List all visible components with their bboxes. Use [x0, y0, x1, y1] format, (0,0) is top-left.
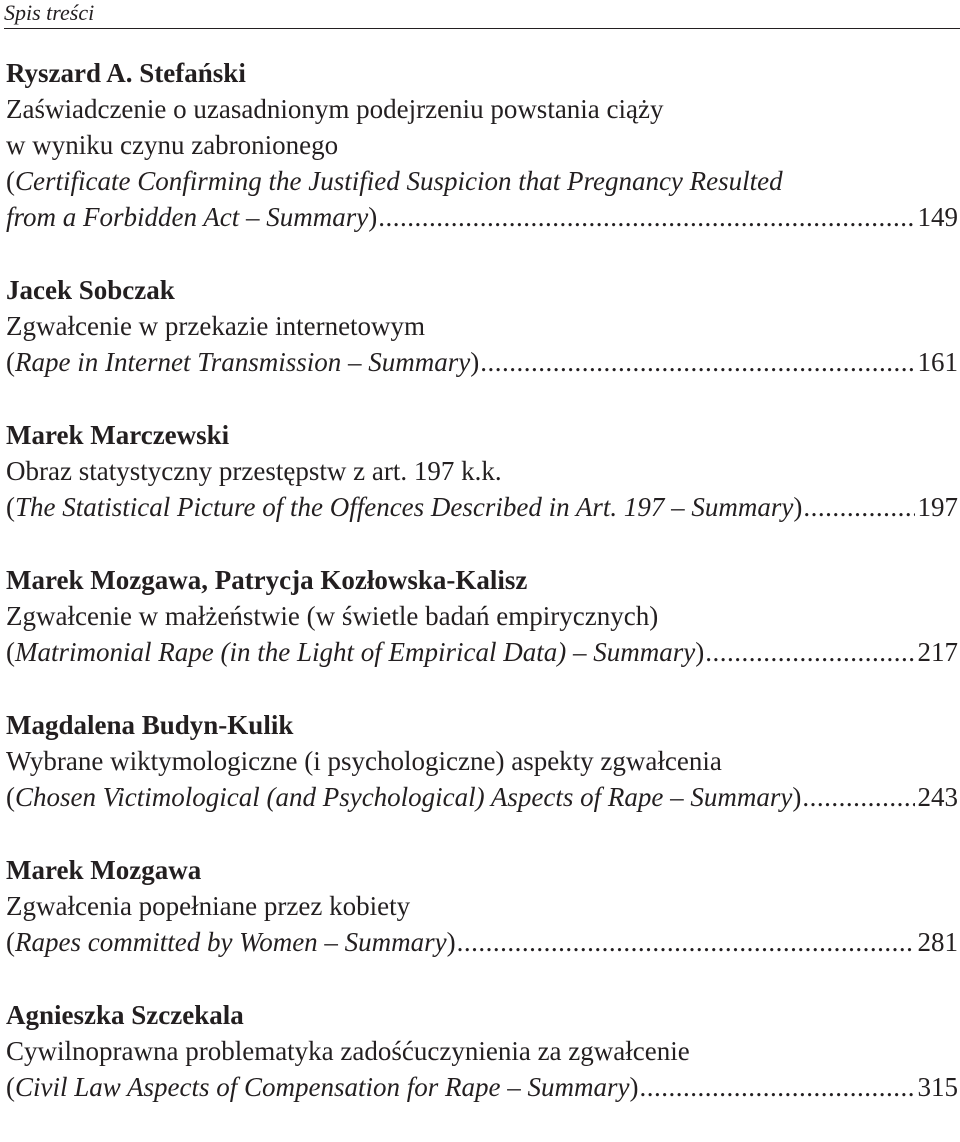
entry-author: Ryszard A. Stefański: [6, 58, 246, 88]
header-rule: [4, 28, 960, 29]
entry-title-en-text: (Rape in Internet Transmission – Summary): [6, 347, 480, 377]
dot-leader: [640, 1069, 915, 1105]
entry-title-en-line: (Certificate Confirming the Justified Suspicion that Pregnancy Resulted: [6, 166, 783, 196]
page-number: 149: [917, 202, 958, 232]
page-number: 315: [917, 1072, 958, 1102]
entry-author: Agnieszka Szczekala: [6, 1000, 244, 1030]
entry-title-en: Rapes committed by Women – Summary: [15, 927, 447, 957]
toc-entry: [6, 852, 958, 960]
entry-title-en: Certificate Confirming the Justified Suspicion that Pregnancy Resulted: [15, 166, 783, 196]
dot-leader: [480, 344, 914, 380]
entry-title-en: from a Forbidden Act – Summary: [6, 202, 369, 232]
entry-title-en: Matrimonial Rape (in the Light of Empirical Data) – Summary: [15, 637, 696, 667]
entry-title-pl: Zgwałcenie w małżeństwie (w świetle badań empirycznych): [6, 601, 659, 631]
dot-leader: [378, 199, 914, 235]
entry-title-en-line: [6, 199, 958, 235]
page-number: 217: [917, 637, 958, 667]
entry-title-pl: Obraz statystyczny przestępstw z art. 197 k.k.: [6, 456, 502, 486]
toc-entry: [6, 997, 958, 1105]
entry-title-pl: Zgwałcenia popełniane przez kobiety: [6, 891, 411, 921]
page-number: 161: [917, 347, 958, 377]
entry-title-en-text: (Rapes committed by Women – Summary): [6, 927, 456, 957]
entry-title-en-text: from a Forbidden Act – Summary): [6, 202, 378, 232]
toc-entry: [6, 55, 958, 235]
dot-leader: [705, 634, 914, 670]
entry-title-en-text: (Matrimonial Rape (in the Light of Empirical Data) – Summary): [6, 637, 705, 667]
running-head: Spis treści: [4, 0, 95, 25]
entry-title-pl: Wybrane wiktymologiczne (i psychologiczne) aspekty zgwałcenia: [6, 746, 722, 776]
entry-title-en-line: [6, 344, 958, 380]
entry-title-en-text: (Chosen Victimological (and Psychological) Aspects of Rape – Summary): [6, 782, 802, 812]
entry-author: Magdalena Budyn-Kulik: [6, 710, 294, 740]
entry-title-en-line: [6, 779, 958, 815]
entry-title-en: Chosen Victimological (and Psychological) Aspects of Rape – Summary: [15, 782, 793, 812]
entry-title-en-text: (The Statistical Picture of the Offences Described in Art. 197 – Summary): [6, 492, 803, 522]
entry-author: Jacek Sobczak: [6, 275, 175, 305]
page-number: 243: [917, 782, 958, 812]
entry-title-en-line: [6, 1069, 958, 1105]
entry-title-en: Civil Law Aspects of Compensation for Rape – Summary: [15, 1072, 630, 1102]
page-number: 281: [917, 927, 958, 957]
dot-leader: [802, 779, 914, 815]
entry-author: Marek Mozgawa: [6, 855, 202, 885]
toc-entry: [6, 562, 958, 670]
entry-title-pl: Zaświadczenie o uzasadnionym podejrzeniu powstania ciąży: [6, 94, 664, 124]
entry-title-pl: Cywilnoprawna problematyka zadośćuczynienia za zgwałcenie: [6, 1036, 690, 1066]
page-number: 197: [917, 492, 958, 522]
entry-title-en-line: [6, 634, 958, 670]
dot-leader: [457, 924, 915, 960]
dot-leader: [803, 489, 914, 525]
toc-entry: [6, 272, 958, 380]
entry-author: Marek Marczewski: [6, 420, 230, 450]
entry-author: Marek Mozgawa, Patrycja Kozłowska-Kalisz: [6, 565, 528, 595]
entry-title-pl: Zgwałcenie w przekazie internetowym: [6, 311, 426, 341]
entry-title-en-line: [6, 489, 958, 525]
toc-entry: [6, 417, 958, 525]
entry-title-pl: w wyniku czynu zabronionego: [6, 130, 339, 160]
toc-entry: [6, 707, 958, 815]
toc-entries: [6, 55, 958, 1142]
entry-title-en-line: [6, 924, 958, 960]
entry-title-en: Rape in Internet Transmission – Summary: [15, 347, 471, 377]
entry-title-en-text: (Civil Law Aspects of Compensation for Rape – Summary): [6, 1072, 639, 1102]
entry-title-en: The Statistical Picture of the Offences Described in Art. 197 – Summary: [15, 492, 794, 522]
